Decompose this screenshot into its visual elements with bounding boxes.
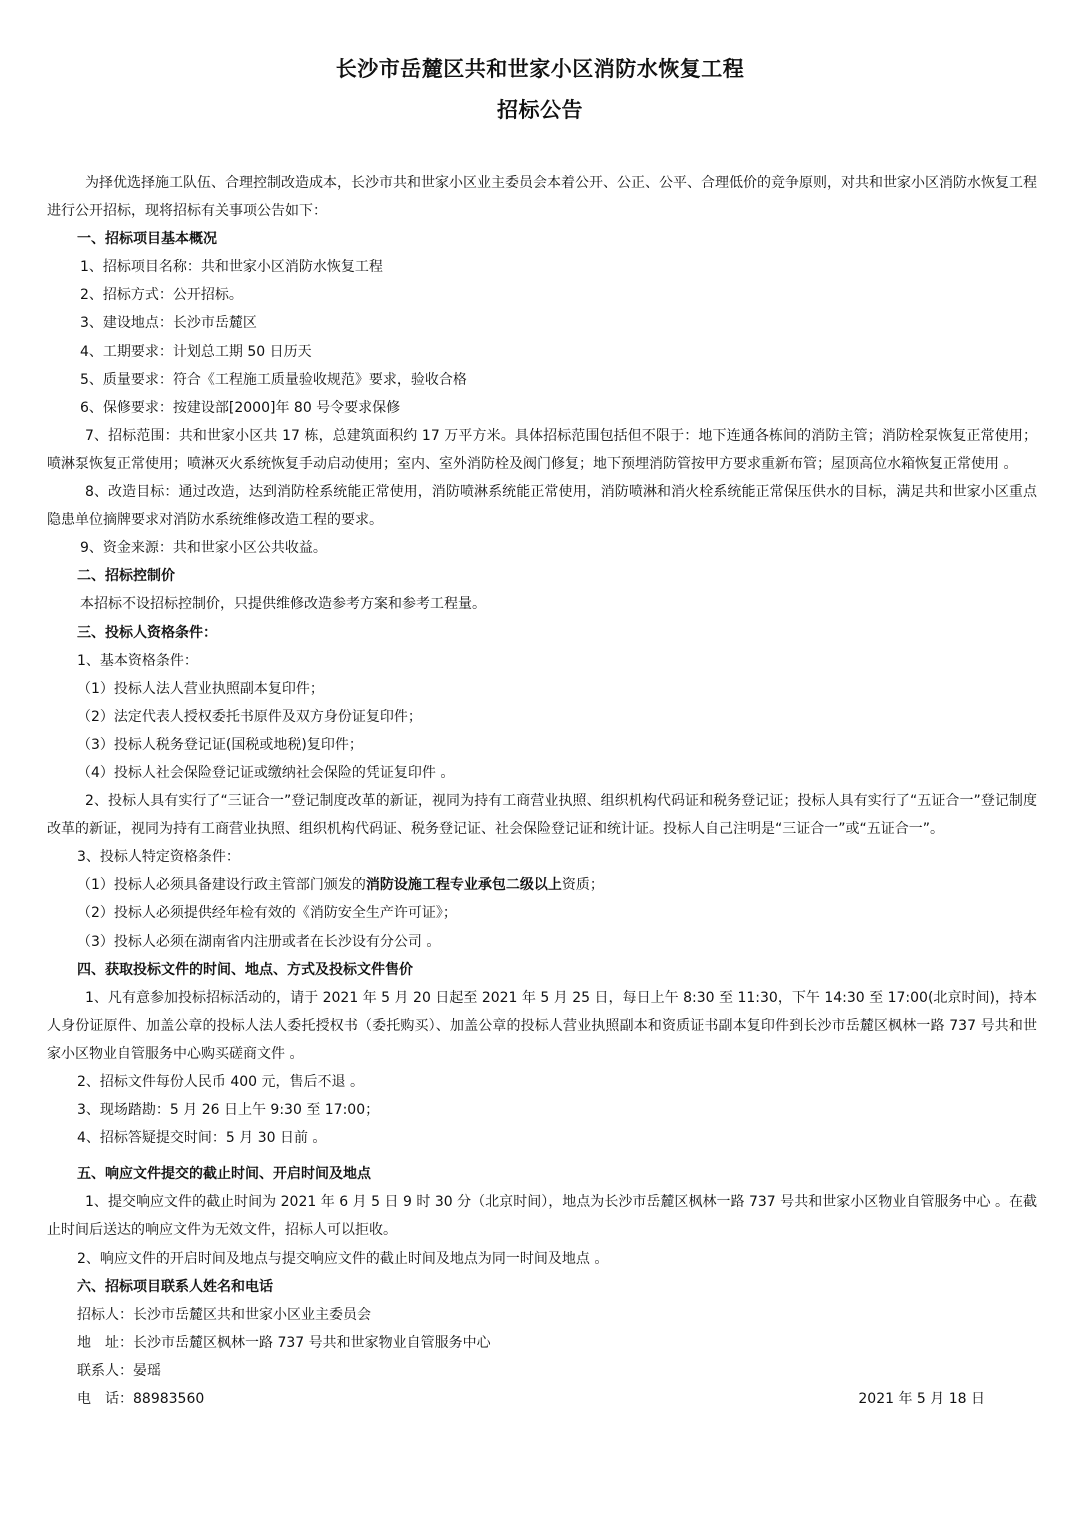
document-body [47, 169, 1037, 1413]
s1-item-5: 5、质量要求：符合《工程施工质量验收规范》要求，验收合格 [80, 371, 467, 388]
document-subtitle: 招标公告 [497, 98, 583, 122]
s1-item-3: 3、建设地点：长沙市岳麓区 [80, 315, 257, 332]
s3-special-1-bold: 消防设施工程专业承包二级以上 [365, 877, 562, 894]
intro-paragraph: 为择优选择施工队伍、合理控制改造成本，长沙市共和世家小区业主委员会本着公开、公正、公平、合理低价的竞争原则，对共和世家小区消防水恢复工程进行公开招标，现将招标有关事项公告如下： [47, 175, 1037, 220]
s5-item-2: 2、响应文件的开启时间及地点与提交响应文件的截止时间及地点为同一时间及地点 。 [77, 1250, 609, 1267]
section-5-heading: 五、响应文件提交的截止时间、开启时间及地点 [77, 1166, 371, 1183]
s4-item-4: 4、招标答疑提交时间：5 月 30 日前 。 [77, 1130, 327, 1147]
s3-special-item-2: （2）投标人必须提供经年检有效的《消防安全生产许可证》； [77, 905, 457, 922]
s1-item-1: 1、招标项目名称：共和世家小区消防水恢复工程 [80, 259, 383, 276]
s3-special-item-3: （3）投标人必须在湖南省内注册或者在长沙设有分公司 。 [77, 933, 441, 950]
contact-phone-row [47, 1385, 1037, 1413]
s1-item-9: 9、资金来源：共和世家小区公共收益。 [80, 540, 327, 557]
contact-person: 联系人：晏瑶 [77, 1362, 161, 1379]
s5-item-1: 1、提交响应文件的截止时间为 2021 年 6 月 5 日 9 时 30 分（北京时间），地点为长沙市岳麓区枫林一路 737 号共和世家小区物业自管服务中心 。在截止时间后送达的响应文件为无效文件，招标人可以拒收。 [47, 1194, 1037, 1239]
s4-item-2: 2、招标文件每份人民币 400 元，售后不退 。 [77, 1074, 364, 1090]
section-2-heading: 二、招标控制价 [77, 568, 175, 585]
notice-date: 2021 年 5 月 18 日 [858, 1391, 985, 1408]
s3-basic-item-3: （3）投标人税务登记证(国税或地税)复印件； [77, 736, 363, 753]
s4-item-3: 3、现场踏勘：5 月 26 日上午 9:30 至 17:00； [77, 1102, 380, 1119]
section-1-heading: 一、招标项目基本概况 [77, 231, 217, 248]
contact-tenderer: 招标人：长沙市岳麓区共和世家小区业主委员会 [77, 1306, 371, 1323]
s3-special-item-1 [47, 871, 1037, 899]
s4-item-1: 1、凡有意参加投标招标活动的，请于 2021 年 5 月 20 日起至 2021 年 5 月 25 日，每日上午 8:30 至 11:30，下午 14:30 至 17:00(北京时间)，持本人身份证原件、加盖公章的投标人法人委托授权书（委托购买）、加盖公章的投标人营业执照副本和资质证书副本复印件到长沙市岳麓区枫林一路 737 号共和世家小区物业自管服务中心购买磋商文件 。 [47, 989, 1037, 1062]
s3-basic-item-2: （2）法定代表人授权委托书原件及双方身份证复印件； [77, 708, 422, 725]
s1-item-8: 8、改造目标：通过改造，达到消防栓系统能正常使用，消防喷淋系统能正常使用，消防喷淋和消火栓系统能正常保压供水的目标，满足共和世家小区重点隐患单位摘牌要求对消防水系统维修改造工程的要求。 [47, 484, 1037, 529]
s1-item-4: 4、工期要求：计划总工期 50 日历天 [80, 343, 312, 360]
s3-special-1-pre: （1）投标人必须具备建设行政主管部门颁发的 [77, 877, 366, 894]
contact-address: 地 址：长沙市岳麓区枫林一路 737 号共和世家物业自管服务中心 [77, 1334, 491, 1351]
s3-special-1-post: 资质； [561, 877, 604, 894]
s1-item-6: 6、保修要求：按建设部[2000]年 80 号令要求保修 [80, 399, 401, 416]
section-6-heading: 六、招标项目联系人姓名和电话 [77, 1278, 273, 1295]
contact-phone: 电 话：88983560 [77, 1391, 205, 1408]
section-3-heading: 三、投标人资格条件： [77, 624, 217, 641]
s3-basic-item-1: （1）投标人法人营业执照副本复印件； [77, 680, 324, 697]
s3-special-title: 3、投标人特定资格条件： [77, 849, 240, 866]
s3-basic-title: 1、基本资格条件： [77, 652, 198, 669]
document-title: 长沙市岳麓区共和世家小区消防水恢复工程 [335, 57, 745, 81]
s3-basic-item-4: （4）投标人社会保险登记证或缴纳社会保险的凭证复印件 。 [77, 764, 455, 781]
s1-item-2: 2、招标方式：公开招标。 [80, 287, 243, 304]
section-4-heading: 四、获取投标文件的时间、地点、方式及投标文件售价 [77, 961, 413, 978]
s1-item-7: 7、招标范围：共和世家小区共 17 栋，总建筑面积约 17 万平方米。具体招标范围包括但不限于：地下连通各栋间的消防主管；消防栓泵恢复正常使用；喷淋泵恢复正常使用；喷淋灭火系统恢复手动启动使用；室内、室外消防栓及阀门修复；地下预埋消防管按甲方要求重新布管；屋顶高位水箱恢复正常使用 。 [47, 427, 1037, 472]
s3-item-2: 2、投标人具有实行了“三证合一”登记制度改革的新证，视同为持有工商营业执照、组织机构代码证和税务登记证；投标人具有实行了“五证合一”登记制度改革的新证，视同为持有工商营业执照、组织机构代码证、税务登记证、社会保险登记证和统计证。投标人自己注明是“三证合一”或“五证合一”。 [47, 793, 1037, 838]
s2-text: 本招标不设招标控制价，只提供维修改造参考方案和参考工程量。 [80, 596, 486, 613]
